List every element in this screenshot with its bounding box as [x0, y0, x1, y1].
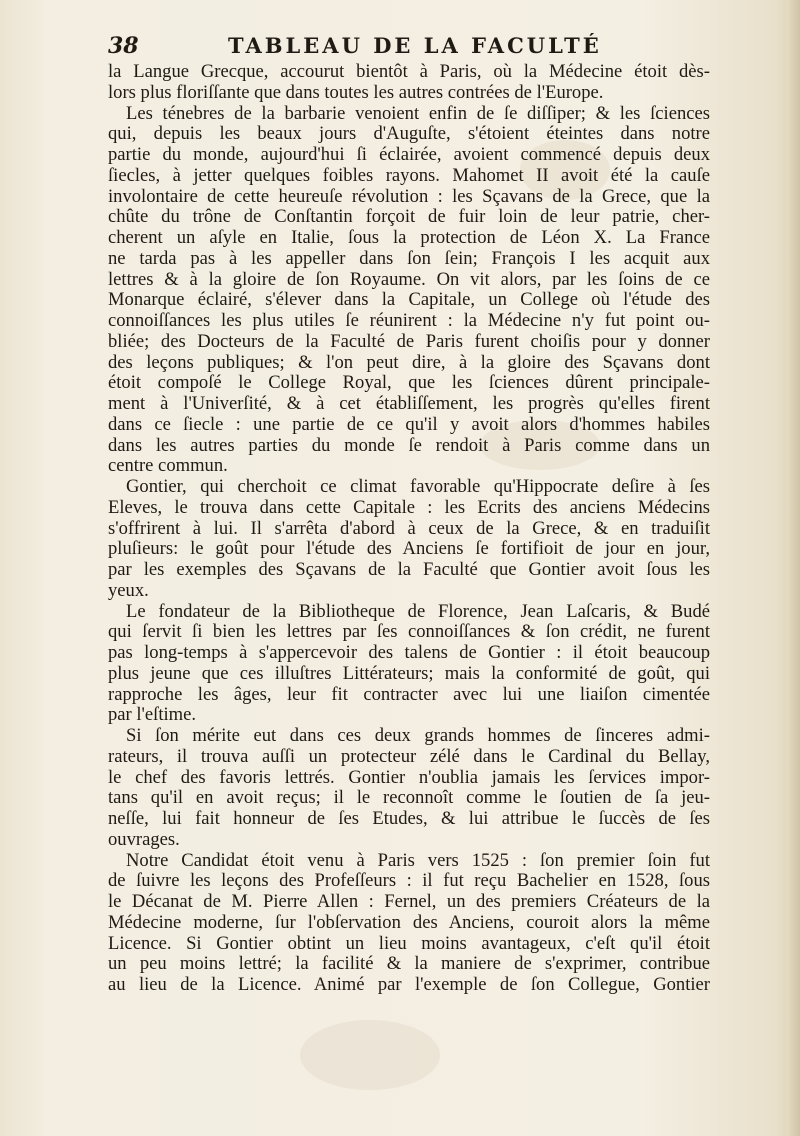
text-line: bliée; des Docteurs de la Faculté de Paris furent choiſis pour y donner	[108, 331, 710, 352]
text-line: dans ce ſiecle : une partie de ce qu'il y avoit alors d'hommes habiles	[108, 414, 710, 435]
paper-stain	[300, 1020, 440, 1090]
text-line: dans les autres parties du monde ſe rendoit à Paris comme dans un	[108, 435, 710, 456]
text-line: involontaire de cette heureuſe révolution : les Sçavans de la Grece, que la	[108, 186, 710, 207]
text-line: chûte du trône de Conſtantin forçoit de fuir loin de leur patrie, cher-	[108, 207, 710, 228]
text-line: par les exemples des Sçavans de la Faculté que Gontier avoit ſous les	[108, 560, 710, 580]
text-line: Gontier, qui cherchoit ce climat favorable qu'Hippocrate deſire à ſes	[126, 477, 710, 497]
page-edge	[786, 0, 800, 1136]
text-line: centre commun.	[108, 456, 228, 477]
text-line: Si ſon mérite eut dans ces deux grands hommes de ſinceres admi-	[126, 726, 710, 746]
text-line: le chef des favoris lettrés. Gontier n'oublia jamais les ſervices impor-	[108, 767, 710, 788]
text-line: ouvrages.	[108, 829, 180, 850]
text-line: lettres & à la gloire de ſon Royaume. On vit alors, par les ſoins de ce	[108, 269, 710, 290]
text-line: Monarque éclairé, s'élever dans la Capitale, un College où l'étude des	[108, 290, 710, 311]
text-line: rateurs, il trouva auſſi un protecteur zélé dans le Cardinal du Bellay,	[108, 746, 710, 767]
text-line: Licence. Si Gontier obtint un lieu moins avantageux, c'eſt qu'il étoit	[108, 933, 710, 954]
text-line: rapproche les âges, leur fit contracter avec lui une liaiſon cimentée	[108, 684, 710, 705]
text-line: pas long-temps à s'appercevoir des talens de Gontier : il étoit beaucoup	[108, 643, 710, 663]
text-line: ne tarda pas à les appeller dans ſon ſein; François I les acquit aux	[108, 248, 710, 269]
text-line: lors plus floriſſante que dans toutes les autres contrées de l'Europe.	[108, 82, 604, 103]
text-line: au lieu de la Licence. Animé par l'exemple de ſon Collegue, Gontier	[108, 975, 710, 995]
text-line: Notre Candidat étoit venu à Paris vers 1525 : ſon premier ſoin fut	[126, 850, 710, 871]
text-line: pluſieurs: le goût pour l'étude des Anciens ſe fortifioit de jour en jour,	[108, 539, 710, 560]
text-line: connoiſſances les plus utiles ſe réunirent : la Médecine n'y fut point ou-	[108, 311, 710, 331]
text-line: plus jeune que ces illuſtres Littérateurs; mais la conformité de goût, qui	[108, 663, 710, 684]
running-title: TABLEAU DE LA FACULTÉ	[228, 33, 602, 58]
text-line: ment à l'Univerſité, & à cet établiſſement, les progrès qu'elles firent	[108, 394, 710, 414]
text-line: s'offrirent à lui. Il s'arrêta d'abord à ceux de la Grece, & en traduiſit	[108, 518, 710, 539]
text-line: yeux.	[108, 580, 149, 601]
text-line: Les ténebres de la barbarie venoient enfin de ſe diſſiper; & les ſciences	[126, 103, 710, 124]
page-number: 38	[108, 33, 139, 59]
text-line: de ſuivre les leçons des Profeſſeurs : il fut reçu Bachelier en 1528, ſous	[108, 871, 710, 892]
text-line: par l'eſtime.	[108, 705, 197, 726]
page-header	[108, 33, 708, 65]
text-line: qui ſervit ſi bien les lettres par ſes connoiſſances & ſon crédit, ne furent	[108, 622, 710, 643]
body-text	[108, 62, 710, 996]
text-line: un peu moins lettré; la facilité & la maniere de s'exprimer, contribue	[108, 954, 710, 975]
text-line: qui, depuis les beaux jours d'Auguſte, s'étoient éteintes dans notre	[108, 124, 710, 145]
text-line: Eleves, le trouva dans cette Capitale : les Ecrits des anciens Médecins	[108, 497, 710, 518]
text-line: Médecine moderne, ſur l'obſervation des Anciens, couroit alors la même	[108, 912, 710, 933]
text-line: ſiecles, à jetter quelques foibles rayons. Mahomet II avoit été la cauſe	[108, 165, 710, 186]
text-line: la Langue Grecque, accourut bientôt à Paris, où la Médecine étoit dès-	[108, 62, 710, 82]
text-line: le Décanat de M. Pierre Allen : Fernel, un des premiers Créateurs de la	[108, 892, 710, 912]
text-line: tans qu'il en avoit reçus; il le reconnoît comme le ſoutien de ſa jeu-	[108, 788, 710, 809]
text-line: neſſe, lui fait honneur de ſes Etudes, & lui attribue le ſuccès de ſes	[108, 809, 710, 829]
text-line: étoit compoſé le College Royal, que les ſciences dûrent principale-	[108, 373, 710, 394]
text-line: cherent un aſyle en Italie, ſous la protection de Léon X. La France	[108, 228, 710, 248]
text-line: des leçons publiques; & l'on peut dire, à la gloire des Sçavans dont	[108, 352, 710, 373]
text-line: Le fondateur de la Bibliotheque de Florence, Jean Laſcaris, & Budé	[126, 601, 710, 622]
text-line: partie du monde, aujourd'hui ſi éclairée, avoient commencé depuis deux	[108, 145, 710, 165]
